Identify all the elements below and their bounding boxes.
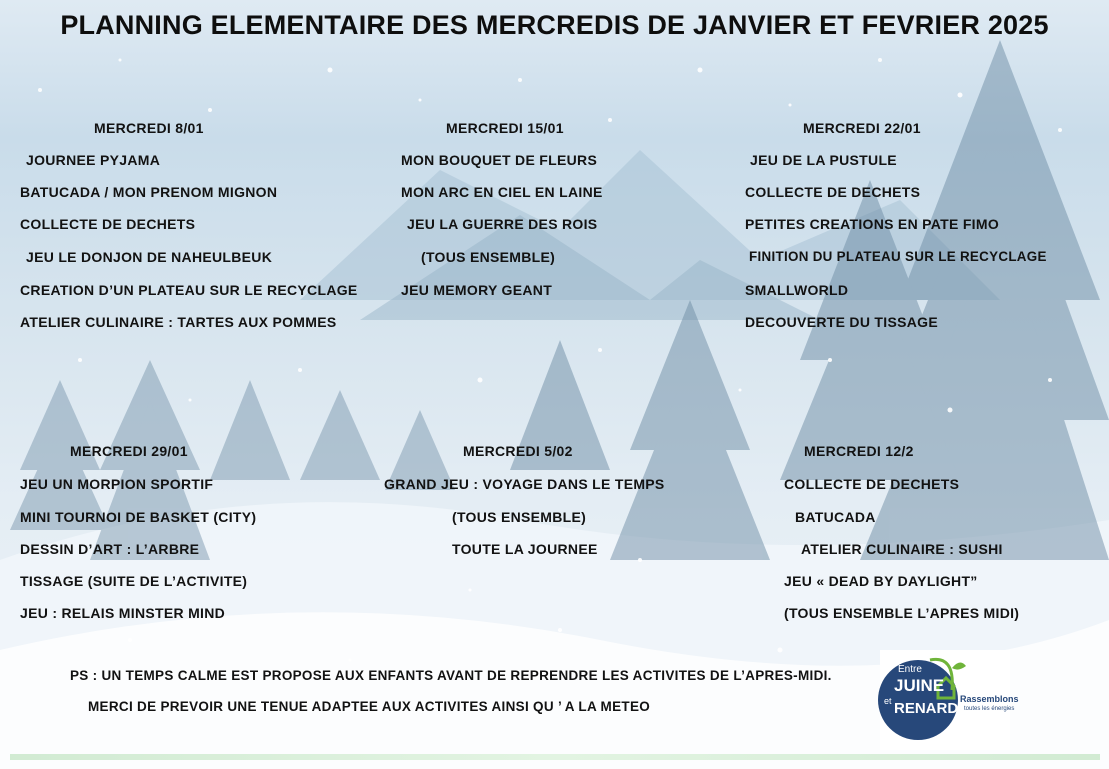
activity: JEU MEMORY GEANT <box>401 282 553 298</box>
day-header: MERCREDI 15/01 <box>446 120 564 136</box>
logo-text: Entre <box>898 664 922 675</box>
logo-entre-juine-et-renarde <box>880 650 1019 750</box>
page-title: PLANNING ELEMENTAIRE DES MERCREDIS DE JANVIER ET FEVRIER 2025 <box>60 10 1049 40</box>
activity: COLLECTE DE DECHETS <box>784 476 960 492</box>
activity: MON BOUQUET DE FLEURS <box>401 152 598 168</box>
activity: (TOUS ENSEMBLE L’APRES MIDI) <box>784 605 1020 621</box>
activity: SMALLWORLD <box>745 282 849 298</box>
activity: ATELIER CULINAIRE : SUSHI <box>801 541 1003 557</box>
activity: BATUCADA / MON PRENOM MIGNON <box>20 184 278 200</box>
activity: MINI TOURNOI DE BASKET (CITY) <box>20 509 257 525</box>
day-header: MERCREDI 12/2 <box>804 443 914 459</box>
activity: TISSAGE (SUITE DE L’ACTIVITE) <box>20 573 248 589</box>
activity: BATUCADA <box>795 509 876 525</box>
note-clothing: MERCI DE PREVOIR UNE TENUE ADAPTEE AUX ACTIVITES AINSI QU ’ A LA METEO <box>88 699 651 714</box>
activity: JEU « DEAD BY DAYLIGHT” <box>784 573 978 589</box>
day-header: MERCREDI 8/01 <box>94 120 204 136</box>
activity: (TOUS ENSEMBLE) <box>452 509 587 525</box>
day-header: MERCREDI 22/01 <box>803 120 921 136</box>
activity: ATELIER CULINAIRE : TARTES AUX POMMES <box>20 314 337 330</box>
logo-tagline: Rassemblons <box>960 694 1019 704</box>
activity: JEU DE LA PUSTULE <box>750 152 897 168</box>
activity: DECOUVERTE DU TISSAGE <box>745 314 938 330</box>
activity: JEU UN MORPION SPORTIF <box>20 476 214 492</box>
bottom-border <box>10 754 1100 760</box>
activity: MON ARC EN CIEL EN LAINE <box>401 184 603 200</box>
activity: JEU : RELAIS MINSTER MIND <box>20 605 226 621</box>
activity: DESSIN D’ART : L’ARBRE <box>20 541 200 557</box>
activity: JEU LA GUERRE DES ROIS <box>407 216 598 232</box>
activity: JEU LE DONJON DE NAHEULBEUK <box>26 249 273 265</box>
activity: JOURNEE PYJAMA <box>26 152 161 168</box>
activity: (TOUS ENSEMBLE) <box>421 249 556 265</box>
activity: FINITION DU PLATEAU SUR LE RECYCLAGE <box>749 249 1047 264</box>
activity: COLLECTE DE DECHETS <box>20 216 196 232</box>
activity: TOUTE LA JOURNEE <box>452 541 598 557</box>
day-header: MERCREDI 5/02 <box>463 443 573 459</box>
day-header: MERCREDI 29/01 <box>70 443 188 459</box>
logo-text: JUINE <box>894 676 945 695</box>
logo-tagline: toutes les énergies <box>964 706 1015 712</box>
activity: PETITES CREATIONS EN PATE FIMO <box>745 216 1000 232</box>
logo-text: et <box>884 696 892 706</box>
activity: CREATION D’UN PLATEAU SUR LE RECYCLAGE <box>20 282 358 298</box>
activity: GRAND JEU : VOYAGE DANS LE TEMPS <box>384 476 665 492</box>
logo-text: RENARDE <box>894 700 969 717</box>
activity: COLLECTE DE DECHETS <box>745 184 921 200</box>
note-calm-time: PS : UN TEMPS CALME EST PROPOSE AUX ENFANTS AVANT DE REPRENDRE LES ACTIVITES DE L’APRES-MIDI. <box>70 668 832 683</box>
